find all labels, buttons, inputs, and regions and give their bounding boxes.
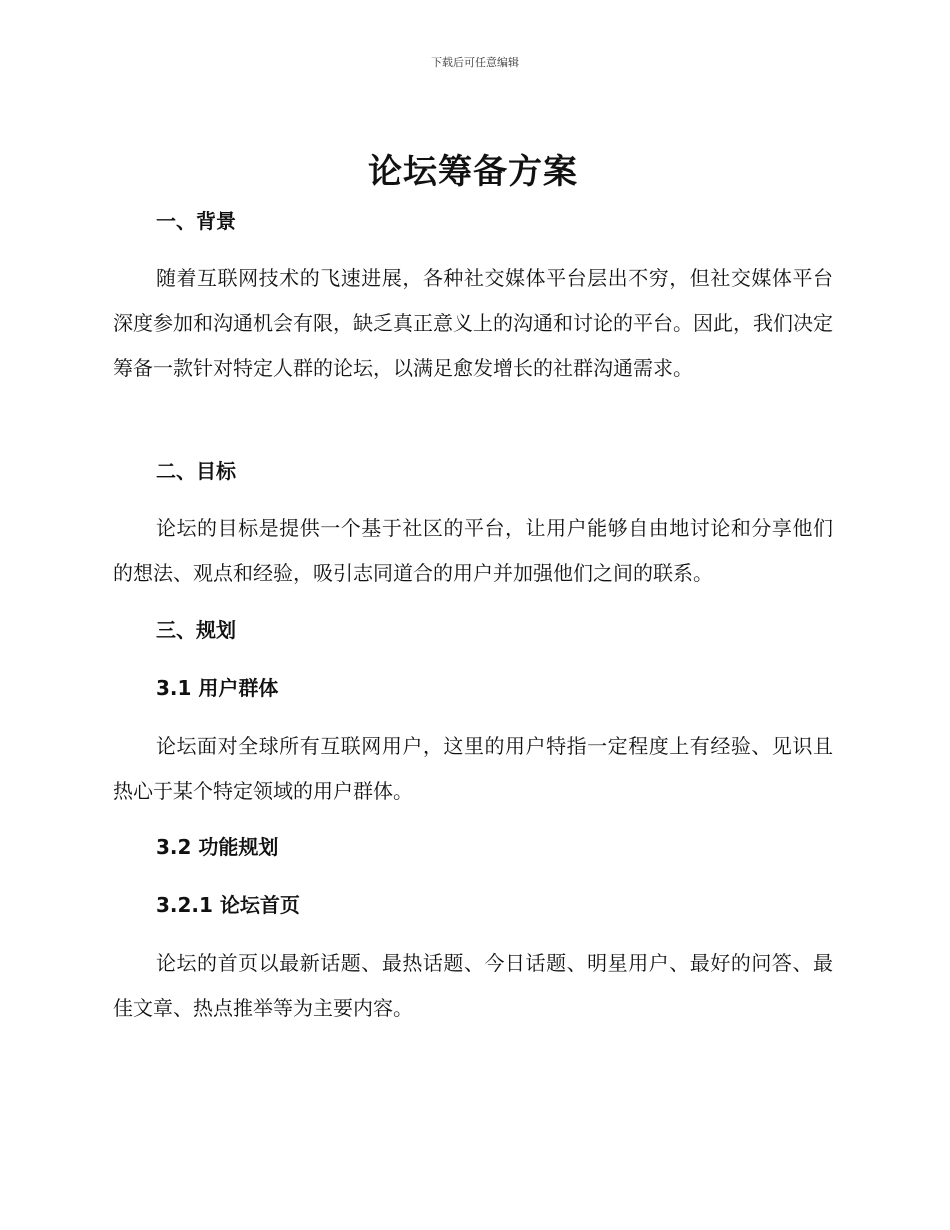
section-heading-background: 一、背景 xyxy=(156,209,236,233)
paragraph-background: 随着互联网技术的飞速进展，各种社交媒体平台层出不穷，但社交媒体平台深度参加和沟通机会有限，缺乏真正意义上的沟通和讨论的平台。因此，我们决定筹备一款针对特定人群的论坛，以满足愈发增长的社群沟通需求。 xyxy=(113,266,833,380)
subsection-heading-homepage: 3.2.1 论坛首页 xyxy=(156,893,300,917)
document-title: 论坛筹备方案 xyxy=(368,152,578,192)
paragraph-homepage: 论坛的首页以最新话题、最热话题、今日话题、明星用户、最好的问答、最佳文章、热点推举等为主要内容。 xyxy=(113,951,833,1020)
paragraph-goal: 论坛的目标是提供一个基于社区的平台，让用户能够自由地讨论和分享他们的想法、观点和经验，吸引志同道合的用户并加强他们之间的联系。 xyxy=(113,516,833,585)
section-heading-plan: 三、规划 xyxy=(156,618,236,642)
paragraph-users: 论坛面对全球所有互联网用户，这里的用户特指一定程度上有经验、见识且热心于某个特定领域的用户群体。 xyxy=(113,734,833,803)
page-header-note: 下载后可任意编辑 xyxy=(431,56,519,69)
section-heading-goal: 二、目标 xyxy=(156,459,236,483)
subsection-heading-users: 3.1 用户群体 xyxy=(156,676,279,700)
subsection-heading-features: 3.2 功能规划 xyxy=(156,835,279,859)
